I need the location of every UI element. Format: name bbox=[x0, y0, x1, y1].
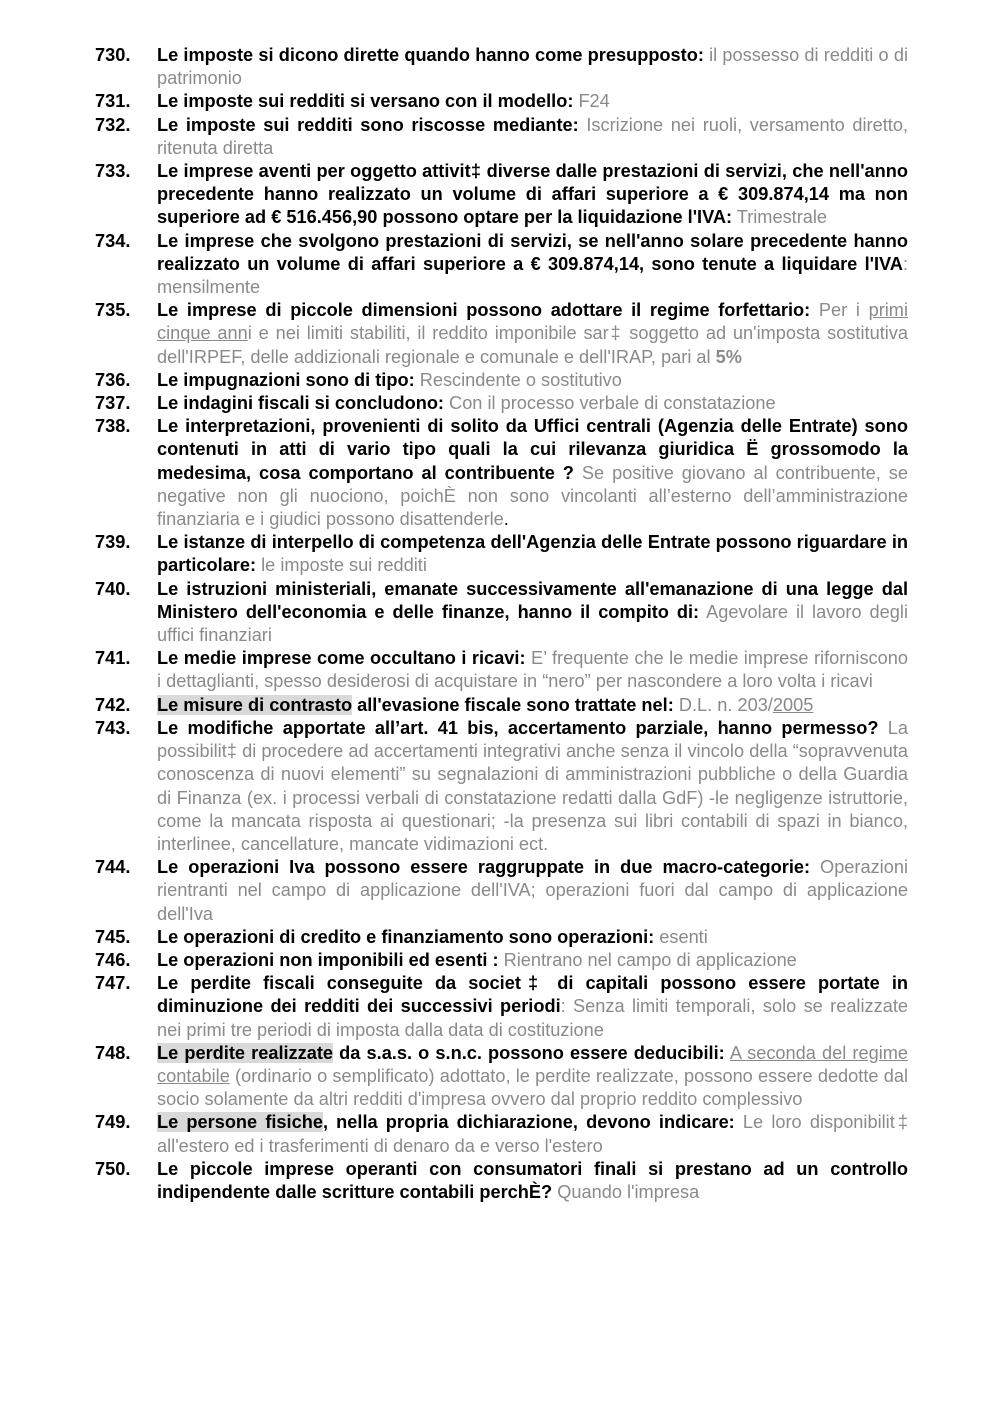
item-text bbox=[157, 578, 908, 648]
answer-text: : Senza limiti temporali, solo se realizzate nei primi tre periodi di imposta dalla data di costituzione bbox=[157, 996, 908, 1040]
answer-text: esenti bbox=[654, 926, 708, 947]
item-number: 730. bbox=[95, 45, 131, 65]
answer-text: Agevolare il lavoro degli uffici finanziari bbox=[157, 601, 908, 646]
list-item bbox=[95, 949, 908, 972]
item-number: 744. bbox=[95, 857, 131, 878]
question-text: Le imprese che svolgono prestazioni di servizi, se nell'anno solare precedente hanno realizzato un volume di affari superiore a € 309.874,14, sono tenute a liquidare l'IVA bbox=[157, 230, 908, 274]
list-item bbox=[95, 415, 908, 531]
list-item bbox=[95, 369, 908, 392]
answer-text: Iscrizione nei ruoli, versamento diretto, ritenuta diretta bbox=[157, 114, 908, 158]
question-text: Le imposte si dicono dirette quando hanno come presupposto: bbox=[157, 45, 704, 65]
list-item bbox=[95, 578, 908, 648]
list-item bbox=[95, 230, 908, 300]
item-text bbox=[157, 856, 908, 926]
list-item bbox=[95, 160, 908, 230]
answer-tail: . bbox=[503, 509, 509, 530]
list-item bbox=[95, 926, 908, 949]
item-text bbox=[157, 926, 908, 949]
question-text: Le operazioni non imponibili ed esenti : bbox=[157, 949, 499, 970]
answer-text: Operazioni rientranti nel campo di applicazione dell'IVA; operazioni fuori dal campo di applicazione dell'Iva bbox=[157, 857, 908, 924]
item-text bbox=[157, 415, 908, 531]
item-text bbox=[157, 44, 908, 90]
question-text: Le imposte sui redditi sono riscosse mediante: bbox=[157, 114, 579, 135]
question-text: Le operazioni di credito e finanziamento sono operazioni: bbox=[157, 926, 655, 947]
question-text: Le impugnazioni sono di tipo: bbox=[157, 369, 415, 390]
question-highlighted: Le persone fisiche bbox=[157, 1112, 323, 1133]
list-item bbox=[95, 1042, 908, 1112]
answer-text: Le loro disponibilit‡ all'estero ed i trasferimenti di denaro da e verso l'estero bbox=[157, 1112, 908, 1156]
question-text: Le medie imprese come occultano i ricavi: bbox=[157, 648, 526, 669]
item-text bbox=[157, 1158, 908, 1204]
question-text: Le interpretazioni, provenienti di solito da Uffici centrali (Agenzia delle Entrate) sono contenuti in atti di vario tipo quali la cui rilevanza giuridica Ë grossomodo la medesima, cosa comportano al contribuente ? bbox=[157, 416, 908, 483]
item-number: 738. bbox=[95, 416, 131, 437]
item-number: 736. bbox=[95, 369, 131, 390]
list-item bbox=[95, 856, 908, 926]
list-item bbox=[95, 1111, 908, 1157]
answer-text: Quando l'impresa bbox=[552, 1181, 700, 1202]
answer-text: le imposte sui redditi bbox=[256, 555, 427, 576]
list-item bbox=[95, 972, 908, 1042]
item-number: 748. bbox=[95, 1042, 131, 1063]
item-text bbox=[157, 230, 908, 300]
list-item bbox=[95, 114, 908, 160]
item-number: 745. bbox=[95, 926, 131, 947]
answer-underlined: primi cinque ann bbox=[157, 300, 908, 344]
question-text: Le istruzioni ministeriali, emanate successivamente all'emanazione di una legge dal Ministero dell'economia e delle finanze, hanno il compito di: bbox=[157, 578, 908, 622]
question-text: da s.a.s. o s.n.c. possono essere deducibili: bbox=[333, 1042, 725, 1063]
answer-text: D.L. n. 203/ bbox=[673, 694, 773, 715]
question-text: Le perdite fiscali conseguite da societ‡ di capitali possono essere portate in diminuzione dei redditi dei successivi periodi bbox=[157, 973, 908, 1017]
item-number: 746. bbox=[95, 949, 131, 970]
question-highlighted: Le perdite realizzate bbox=[157, 1042, 334, 1063]
list-item bbox=[95, 90, 908, 113]
item-text bbox=[157, 114, 908, 160]
answer-underlined: A seconda del regime contabile bbox=[157, 1042, 909, 1086]
item-text bbox=[157, 531, 908, 577]
question-text: Le imprese di piccole dimensioni possono adottare il regime forfettario: bbox=[157, 300, 811, 321]
item-number: 735. bbox=[95, 300, 131, 321]
item-number: 740. bbox=[95, 578, 131, 599]
question-text: all'evasione fiscale sono trattate nel: bbox=[352, 694, 674, 715]
item-text bbox=[157, 972, 908, 1042]
list-item bbox=[95, 531, 908, 577]
question-list bbox=[95, 44, 908, 1204]
item-text bbox=[157, 717, 908, 856]
answer-text: F24 bbox=[573, 91, 610, 112]
question-text: Le piccole imprese operanti con consumatori finali si prestano ad un controllo indipendente dalle scritture contabili perchÈ? bbox=[157, 1158, 908, 1202]
answer-text: il possesso di redditi o di patrimonio bbox=[157, 45, 908, 89]
answer-text: Se positive giovano al contribuente, se negative non gli nuociono, poichÈ non sono vincolanti all’esterno dell’amministrazione finanziaria e i giudici possono disattenderle bbox=[157, 462, 908, 530]
question-text: , nella propria dichiarazione, devono indicare: bbox=[322, 1112, 735, 1133]
list-item bbox=[95, 717, 908, 856]
item-text bbox=[157, 1111, 908, 1157]
question-text: Le operazioni Iva possono essere raggruppate in due macro-categorie: bbox=[157, 857, 811, 878]
list-item bbox=[95, 44, 908, 90]
answer-text: Trimestrale bbox=[732, 207, 828, 228]
list-item bbox=[95, 647, 908, 693]
answer-text: La possibilit‡ di procedere ad accertamenti integrativi anche senza il vincolo della “sopravvenuta conoscenza di nuovi elementi” su segnalazioni di amministrazioni pubbliche o della Guardia di Finanza (ex. i processi verbali di constatazione redatti dalla GdF) -le negligenze istruttorie, come la mancata risposta ai questionari; -la presenza sui libri contabili di spazi in bianco, interlinee, cancellature, mancate vidimazioni ect. bbox=[157, 717, 908, 854]
answer-text: Rescindente o sostitutivo bbox=[414, 369, 622, 390]
answer-part: Per i bbox=[810, 300, 869, 321]
item-text bbox=[157, 694, 908, 717]
item-number: 742. bbox=[95, 694, 131, 715]
question-text: Le istanze di interpello di competenza dell'Agenzia delle Entrate possono riguardare in particolare: bbox=[157, 532, 908, 576]
answer-part: i e nei limiti stabiliti, il reddito imponibile sar‡ soggetto ad un'imposta sostitutiva dell'IRPEF, delle addizionali regionale e comunale e dell'IRAP, pari al bbox=[157, 323, 908, 367]
item-number: 750. bbox=[95, 1158, 131, 1179]
answer-text: : mensilmente bbox=[157, 253, 908, 298]
item-text bbox=[157, 949, 908, 972]
list-item bbox=[95, 694, 908, 717]
item-number: 741. bbox=[95, 648, 131, 669]
item-text bbox=[157, 160, 908, 230]
answer-text: Con il processo verbale di constatazione bbox=[444, 393, 776, 414]
item-number: 732. bbox=[95, 114, 131, 135]
question-text: Le modifiche apportate all’art. 41 bis, accertamento parziale, hanno permesso? bbox=[157, 717, 879, 738]
item-text bbox=[157, 299, 908, 369]
answer-part: (ordinario o semplificato) adottato, le perdite realizzate, possono essere dedotte dal socio solamente da altri redditi d'impresa ovvero dal proprio reddito complessivo bbox=[157, 1065, 908, 1110]
answer-underlined: 2005 bbox=[772, 694, 814, 715]
item-number: 737. bbox=[95, 393, 131, 414]
item-number: 731. bbox=[95, 91, 131, 112]
item-text bbox=[157, 647, 908, 693]
item-text bbox=[157, 369, 908, 392]
item-text bbox=[157, 90, 908, 113]
item-number: 734. bbox=[95, 230, 131, 251]
answer-bold: 5% bbox=[715, 346, 742, 367]
item-number: 733. bbox=[95, 161, 131, 182]
item-number: 743. bbox=[95, 717, 131, 738]
answer-text: E’ frequente che le medie imprese riforniscono i dettaglianti, spesso desiderosi di acquistare in “nero” per nascondere a loro volta i ricavi bbox=[157, 648, 908, 692]
question-text: Le imprese aventi per oggetto attivit‡ diverse dalle prestazioni di servizi, che nell'anno precedente hanno realizzato un volume di affari superiore a € 309.874,14 ma non superiore ad € 516.456,90 possono optare per la liquidazione l'IVA: bbox=[157, 161, 908, 228]
list-item bbox=[95, 1158, 908, 1204]
item-number: 749. bbox=[95, 1112, 131, 1133]
item-text bbox=[157, 392, 908, 415]
list-item bbox=[95, 299, 908, 369]
list-item bbox=[95, 392, 908, 415]
item-number: 747. bbox=[95, 973, 131, 994]
question-text: Le imposte sui redditi si versano con il modello: bbox=[157, 91, 574, 112]
question-highlighted: Le misure di contrasto bbox=[157, 694, 353, 715]
answer-text: Rientrano nel campo di applicazione bbox=[498, 949, 797, 970]
item-number: 739. bbox=[95, 532, 131, 553]
item-text bbox=[157, 1042, 908, 1112]
question-text: Le indagini fiscali si concludono: bbox=[157, 393, 444, 414]
